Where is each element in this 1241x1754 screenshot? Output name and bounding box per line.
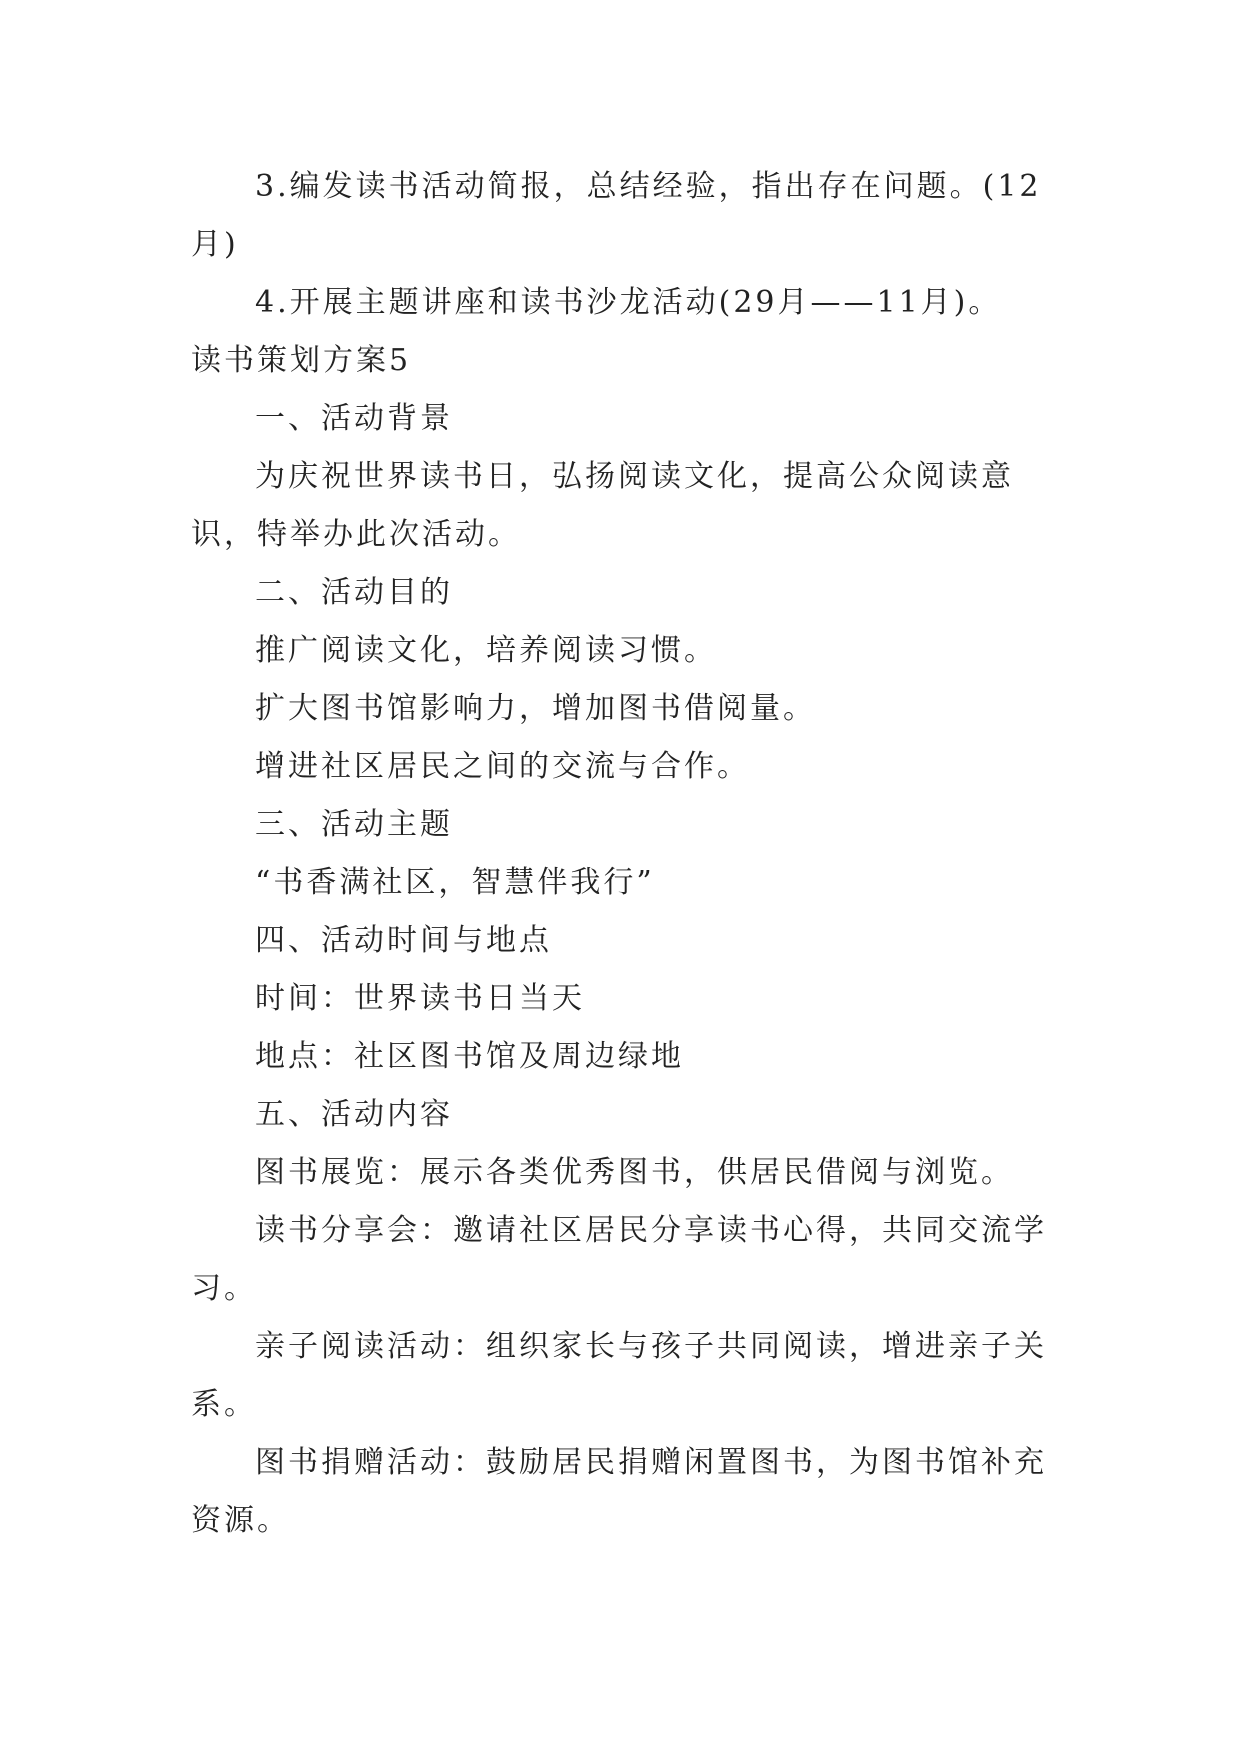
- place-line: 地点：社区图书馆及周边绿地: [255, 1039, 684, 1074]
- paragraph-item-3: 3.编发读书活动简报，总结经验，指出存在问题。(12月): [191, 169, 1042, 262]
- content-item-parent-child: 亲子阅读活动：组织家长与孩子共同阅读，增进亲子关系。: [191, 1329, 1047, 1422]
- content-item-donation: 图书捐赠活动：鼓励居民捐赠闲置图书，为图书馆补充资源。: [191, 1445, 1047, 1538]
- heading-theme: 三、活动主题: [255, 807, 453, 842]
- purpose-item-1: 推广阅读文化，培养阅读习惯。: [255, 633, 717, 668]
- heading-background: 一、活动背景: [255, 401, 453, 436]
- theme-slogan: “书香满社区，智慧伴我行”: [255, 865, 655, 900]
- heading-purpose: 二、活动目的: [255, 575, 453, 610]
- paragraph-item-4: 4.开展主题讲座和读书沙龙活动(29月——11月)。: [255, 285, 1002, 320]
- document-body: [191, 158, 1051, 1550]
- purpose-item-3: 增进社区居民之间的交流与合作。: [255, 749, 750, 784]
- time-line: 时间：世界读书日当天: [255, 981, 585, 1016]
- purpose-item-2: 扩大图书馆影响力，增加图书借阅量。: [255, 691, 816, 726]
- section-title-plan-5: 读书策划方案5: [191, 343, 412, 378]
- content-item-sharing: 读书分享会：邀请社区居民分享读书心得，共同交流学习。: [191, 1213, 1047, 1306]
- paragraph-background: 为庆祝世界读书日，弘扬阅读文化，提高公众阅读意识，特举办此次活动。: [191, 459, 1014, 552]
- heading-time-place: 四、活动时间与地点: [255, 923, 552, 958]
- content-item-exhibition: 图书展览：展示各类优秀图书，供居民借阅与浏览。: [255, 1155, 1014, 1190]
- heading-content: 五、活动内容: [255, 1097, 453, 1132]
